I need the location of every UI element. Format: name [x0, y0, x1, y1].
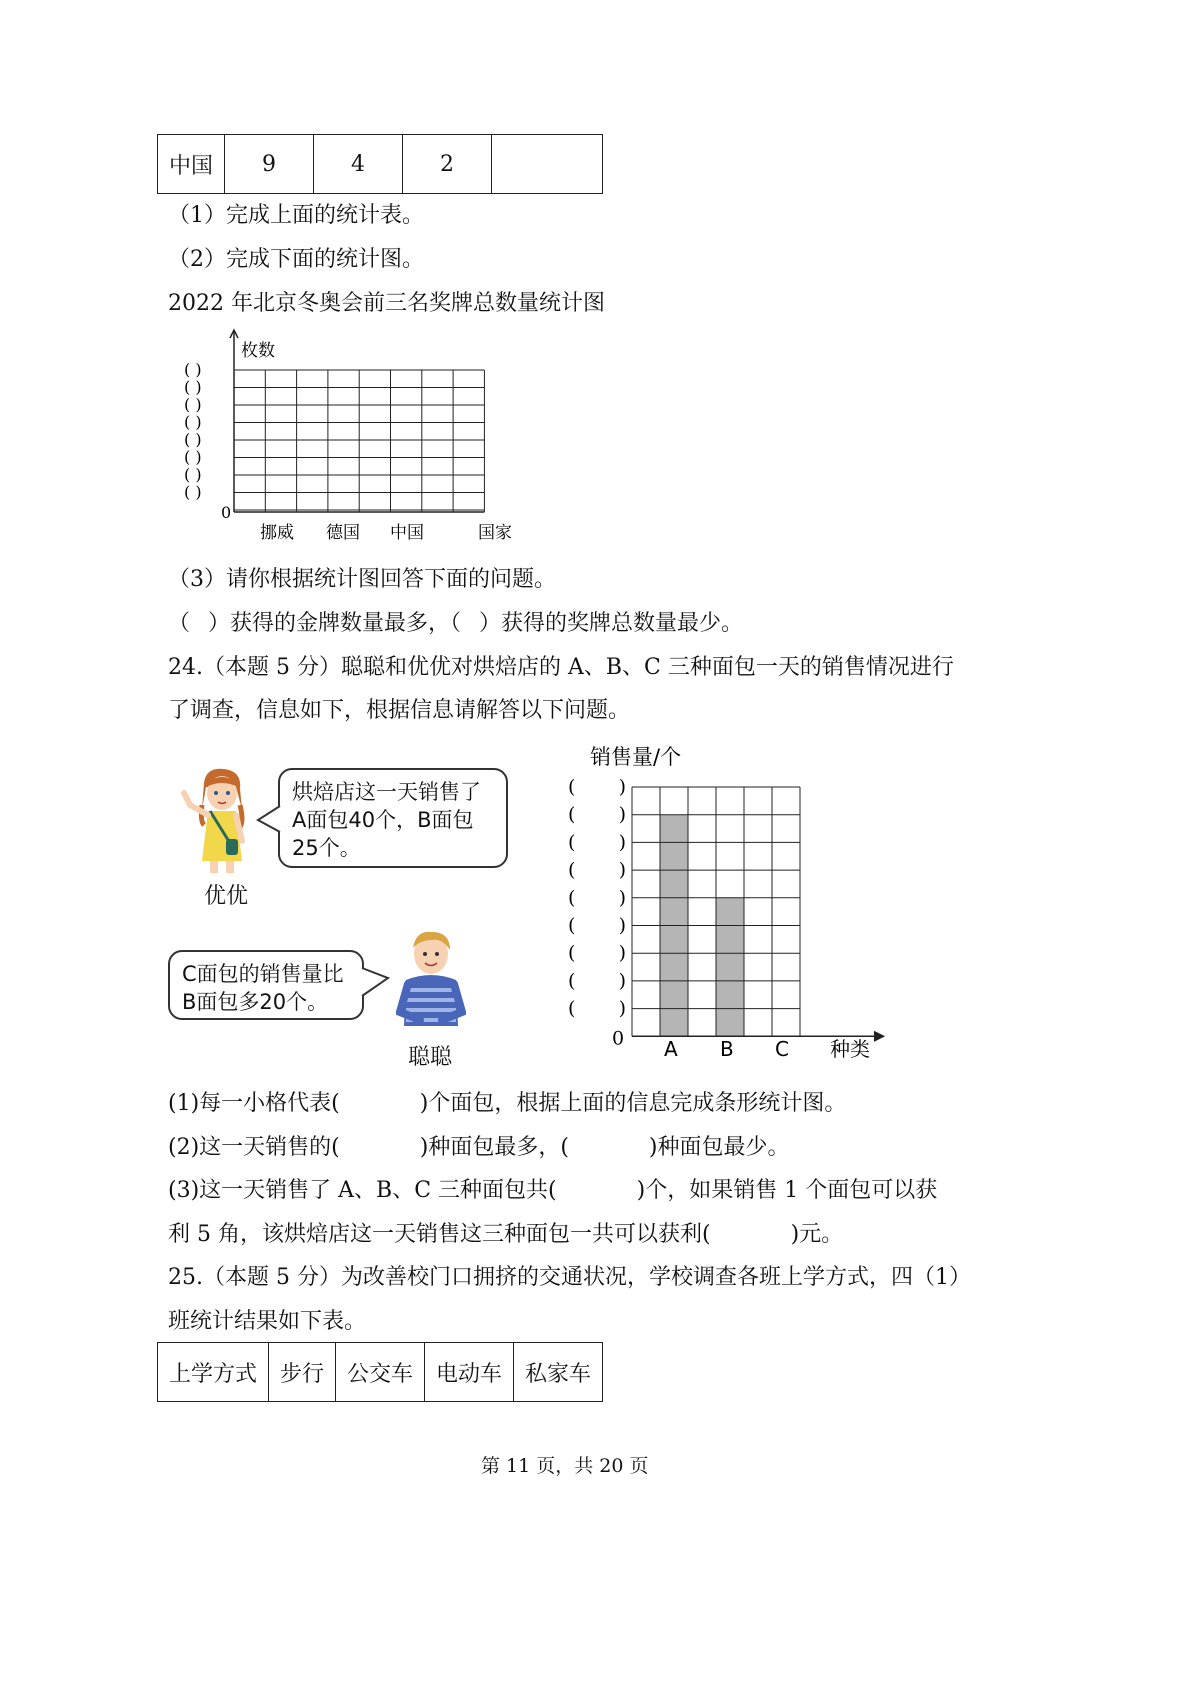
- sales-chart-ytick-label: ( ): [568, 997, 626, 1020]
- medal-chart-ytick-label: ( ): [184, 395, 202, 414]
- table-cell-silver: 4: [314, 135, 403, 194]
- sales-chart-ytick-label: 0: [612, 1027, 625, 1050]
- medal-chart-ytick-labels: [184, 360, 231, 522]
- sales-chart-ytick-label: ( ): [568, 831, 626, 854]
- sales-chart-ylabel: 销售量/个: [590, 745, 682, 769]
- girl-name: 优优: [204, 884, 249, 909]
- sales-chart-category-a: A: [664, 1037, 678, 1061]
- q24-s3a: [168, 1176, 937, 1206]
- table-cell-bronze: 2: [403, 135, 492, 194]
- girl-illustration: [176, 765, 256, 875]
- boy-name: 聪聪: [408, 1045, 453, 1070]
- q23-question-end: ）获得的奖牌总数量最少。: [479, 611, 744, 636]
- q23-question: [168, 609, 743, 639]
- medal-chart-category-norway: 挪威: [260, 523, 294, 543]
- medal-chart-ylabel: 枚数: [241, 341, 275, 361]
- medal-chart-ytick-label: ( ): [184, 430, 202, 449]
- q24-s2-b: )种面包最多，(: [419, 1135, 569, 1160]
- table-header-car: 私家车: [514, 1343, 603, 1402]
- medal-chart-ytick-label: ( ): [184, 447, 202, 467]
- q23-sub3: （3）请你根据统计图回答下面的问题。: [168, 567, 556, 592]
- boy-speech-line: B面包多20个。: [182, 990, 329, 1014]
- girl-speech-line: 烘焙店这一天销售了: [292, 780, 481, 804]
- q24-s3b-a: 利 5 角，该烘焙店这一天销售这三种面包一共可以获利(: [168, 1222, 711, 1247]
- commute-table: [157, 1342, 603, 1402]
- girl-speech-line: A面包40个，B面包: [292, 808, 474, 832]
- boy-speech-line: C面包的销售量比: [182, 962, 344, 986]
- medal-chart: [176, 326, 526, 551]
- table-row: [158, 135, 603, 194]
- sales-chart-ytick-label: ( ): [568, 914, 626, 937]
- q23-question-mid: ）获得的金牌数量最多，（: [208, 611, 462, 636]
- table-header-method: 上学方式: [158, 1343, 269, 1402]
- medal-chart-ytick-label: ( ): [184, 360, 202, 379]
- medal-chart-ytick-label: ( ): [184, 482, 202, 502]
- boy-bubble-tail: [360, 966, 390, 1000]
- q24-s3b-b: )元。: [790, 1222, 844, 1247]
- q24-s3a-a: (3)这一天销售了 A、B、C 三种面包共(: [168, 1178, 557, 1203]
- sales-chart-category-b: B: [720, 1037, 734, 1061]
- sales-chart-ytick-label: ( ): [568, 803, 626, 826]
- sales-chart-ytick-label: ( ): [568, 886, 626, 909]
- medal-chart-xlabel: 国家: [478, 523, 512, 543]
- page-footer: 第 11 页，共 20 页: [481, 1455, 649, 1477]
- girl-speech-line: 25个。: [292, 836, 361, 860]
- boy-speech-bubble: [168, 950, 364, 1020]
- q24-s1: [168, 1089, 846, 1119]
- sales-chart-x-arrow: [874, 1031, 884, 1041]
- table-cell-gold: 9: [225, 135, 314, 194]
- medal-chart-ytick-label: ( ): [184, 412, 202, 432]
- boy-illustration: [396, 928, 466, 1038]
- q24-s2-c: )种面包最少。: [648, 1135, 790, 1160]
- medal-chart-category-germany: 德国: [326, 523, 360, 543]
- q24-s3a-b: )个，如果销售 1 个面包可以获: [636, 1178, 938, 1203]
- q24-s1-b: )个面包，根据上面的信息完成条形统计图。: [419, 1091, 847, 1116]
- q25-line1: 25.（本题 5 分）为改善校门口拥挤的交通状况，学校调查各班上学方式，四（1）: [168, 1265, 971, 1290]
- medal-chart-ytick-label: ( ): [184, 377, 202, 397]
- q25-line2: 班统计结果如下表。: [168, 1309, 367, 1334]
- q23-sub2: （2）完成下面的统计图。: [168, 247, 424, 272]
- q24-s2: [168, 1133, 790, 1163]
- sales-chart-ytick-label: ( ): [568, 969, 626, 992]
- q24-s1-a: (1)每一小格代表(: [168, 1091, 340, 1116]
- q24-line1: 24.（本题 5 分）聪聪和优优对烘焙店的 A、B、C 三种面包一天的销售情况进行: [168, 655, 954, 680]
- q23-question-open: （: [168, 611, 191, 636]
- sales-chart: [560, 738, 900, 1068]
- sales-chart-category-c: C: [775, 1037, 789, 1061]
- medal-chart-category-china: 中国: [390, 523, 424, 543]
- table-row: [158, 1343, 603, 1402]
- girl-bubble-tail: [256, 804, 282, 834]
- table-header-ebike: 电动车: [425, 1343, 514, 1402]
- table-cell-country: 中国: [158, 135, 225, 194]
- sales-chart-ytick-label: ( ): [568, 776, 626, 798]
- q24-s2-a: (2)这一天销售的(: [168, 1135, 340, 1160]
- q24-line2: 了调查，信息如下，根据信息请解答以下问题。: [168, 698, 631, 723]
- table-header-walk: 步行: [269, 1343, 336, 1402]
- table-cell-total: [492, 135, 603, 194]
- sales-chart-bar-b: [716, 898, 744, 1037]
- medal-chart-ytick-label: 0: [221, 503, 232, 522]
- table-header-bus: 公交车: [336, 1343, 425, 1402]
- q24-s3b: [168, 1220, 843, 1250]
- sales-chart-ytick-label: ( ): [568, 859, 626, 882]
- sales-chart-ytick-label: ( ): [568, 942, 626, 965]
- q23-chart-title: 2022 年北京冬奥会前三名奖牌总数量统计图: [168, 291, 605, 316]
- q23-sub1: （1）完成上面的统计表。: [168, 203, 424, 228]
- medal-chart-ytick-label: ( ): [184, 465, 202, 484]
- sales-chart-ytick-labels: [568, 776, 626, 1049]
- medal-table: [157, 134, 603, 194]
- girl-speech-bubble: [278, 768, 508, 868]
- sales-chart-xlabel: 种类: [830, 1037, 870, 1061]
